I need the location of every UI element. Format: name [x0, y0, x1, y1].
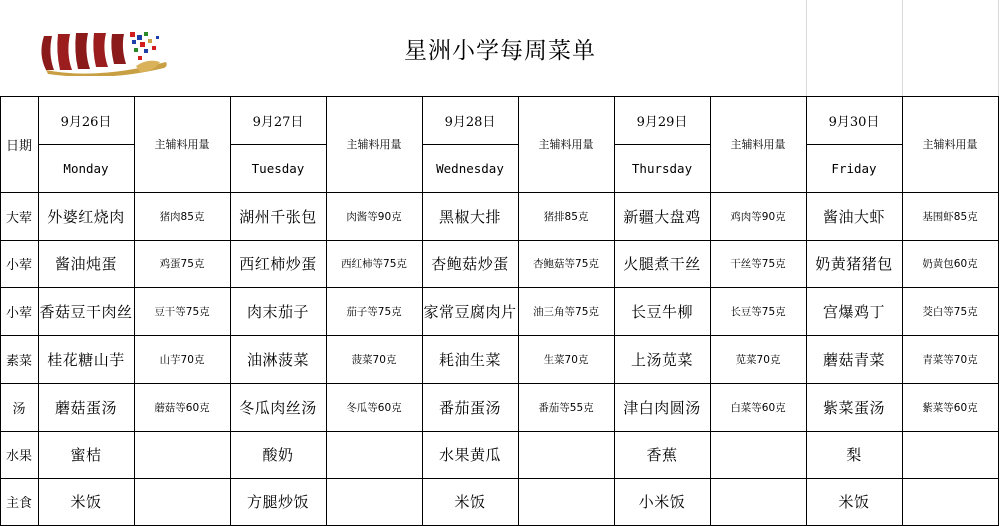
dish-name: 香蕉 [646, 446, 678, 464]
table-border-line [0, 478, 999, 479]
row-label: 素菜 [5, 353, 32, 369]
dish-quantity: 茄子等75克 [346, 305, 402, 318]
table-border-line [0, 383, 999, 384]
dish-quantity: 菠菜70克 [351, 353, 397, 366]
table-border-line [998, 96, 999, 526]
school-logo-icon [36, 26, 176, 76]
day-weekday: Thursday [631, 160, 693, 176]
dish-name: 蘑菇蛋汤 [54, 398, 117, 417]
table-border-line [0, 96, 1, 526]
dish-name: 米饭 [70, 493, 102, 511]
table-border-line [0, 287, 999, 288]
dish-name: 湖州千张包 [239, 207, 317, 226]
table-border-line [230, 144, 326, 145]
dish-quantity: 鸡蛋75克 [159, 258, 205, 270]
qty-header-label: 主辅料用量 [154, 138, 210, 151]
dish-name: 方腿炒饭 [246, 493, 309, 511]
dish-quantity: 长豆等75克 [730, 305, 786, 318]
day-weekday: Wednesday [436, 160, 504, 176]
dish-name: 新疆大盘鸡 [623, 207, 701, 226]
day-date: 9月27日 [252, 114, 304, 130]
dish-name: 米饭 [838, 493, 870, 511]
table-border-line [518, 96, 519, 526]
dish-name: 蜜桔 [70, 446, 102, 464]
dish-name: 番茄蛋汤 [438, 398, 501, 417]
dish-quantity: 基围虾85克 [922, 210, 978, 223]
table-border-line [230, 96, 231, 526]
table-border-line [0, 240, 999, 241]
dish-name: 桂花糖山芋 [47, 350, 125, 369]
table-border-line [38, 96, 39, 526]
dish-quantity [326, 431, 422, 478]
table-border-line [710, 96, 711, 526]
table-border-line [38, 144, 134, 145]
dish-name: 西红柿炒蛋 [239, 255, 317, 273]
table-border-line [902, 96, 903, 526]
table-border-line [422, 96, 423, 526]
day-weekday: Friday [831, 160, 877, 176]
dish-quantity: 白菜等60克 [730, 401, 786, 414]
dish-quantity: 生菜70克 [543, 353, 589, 366]
dish-quantity: 肉酱等90克 [346, 210, 402, 223]
dish-quantity: 干丝等75克 [730, 258, 786, 270]
table-border-line [806, 96, 807, 526]
dish-name: 黑椒大排 [438, 207, 501, 226]
dish-quantity: 紫菜等60克 [922, 401, 978, 414]
dish-quantity: 油三角等75克 [533, 305, 599, 318]
table-border-line [806, 144, 902, 145]
qty-header-label: 主辅料用量 [538, 138, 594, 151]
dish-quantity: 冬瓜等60克 [346, 401, 402, 414]
qty-header-label: 主辅料用量 [346, 138, 402, 151]
dish-quantity [902, 431, 998, 478]
dish-name: 冬瓜肉丝汤 [239, 398, 317, 417]
dish-name: 杏鲍菇炒蛋 [431, 255, 509, 273]
dish-name: 外婆红烧肉 [47, 207, 125, 226]
dish-quantity [134, 431, 230, 478]
dish-name: 紫菜蛋汤 [822, 398, 885, 417]
table-border-line [134, 96, 135, 526]
dish-name: 长豆牛柳 [630, 302, 693, 321]
qty-header-label: 主辅料用量 [730, 138, 786, 151]
dish-quantity: 青菜等70克 [922, 353, 978, 366]
dish-name: 水果黄瓜 [438, 446, 501, 464]
day-date: 9月26日 [60, 114, 112, 130]
grid-line [806, 0, 807, 96]
dish-quantity [710, 478, 806, 525]
dish-name: 香菇豆干肉丝 [39, 302, 133, 321]
day-date: 9月28日 [444, 114, 496, 130]
dish-name: 油淋菠菜 [246, 350, 309, 369]
dish-quantity: 蘑菇等60克 [154, 401, 210, 414]
qty-header-label: 主辅料用量 [922, 138, 978, 151]
row-label: 小荤 [5, 305, 32, 321]
dish-name: 小米饭 [638, 493, 686, 511]
dish-name: 火腿煮干丝 [623, 255, 701, 273]
dish-name: 耗油生菜 [438, 350, 501, 369]
dish-quantity: 番茄等55克 [538, 401, 594, 414]
table-border-line [0, 96, 999, 97]
table-border-line [0, 431, 999, 432]
day-weekday: Monday [63, 160, 109, 176]
day-date: 9月30日 [828, 114, 880, 130]
dish-name: 奶黄猪猪包 [815, 255, 893, 273]
dish-quantity: 山芋70克 [159, 353, 205, 366]
dish-quantity [518, 478, 614, 525]
dish-name: 酸奶 [262, 446, 294, 464]
dish-quantity [710, 431, 806, 478]
day-date: 9月29日 [636, 114, 688, 130]
table-border-line [0, 192, 999, 193]
dish-quantity: 奶黄包60克 [922, 258, 978, 270]
dish-quantity: 茭白等75克 [922, 305, 978, 318]
dish-quantity: 猪肉85克 [159, 210, 205, 223]
table-border-line [0, 335, 999, 336]
grid-line [998, 0, 999, 96]
table-border-line [614, 96, 615, 526]
dish-name: 酱油大虾 [822, 207, 885, 226]
dish-quantity: 豆干等75克 [154, 305, 210, 318]
page-title: 星洲小学每周菜单 [404, 37, 596, 64]
dish-quantity: 猪排85克 [543, 210, 589, 223]
dish-quantity: 苋菜70克 [735, 353, 781, 366]
dish-quantity [326, 478, 422, 525]
dish-name: 家常豆腐肉片 [423, 302, 517, 321]
table-border-line [326, 96, 327, 526]
row-label: 大荤 [5, 210, 32, 226]
dish-quantity [134, 478, 230, 525]
date-header-label: 日期 [5, 138, 32, 154]
row-label: 汤 [12, 401, 26, 417]
dish-quantity: 杏鲍菇等75克 [533, 258, 599, 270]
dish-quantity [518, 431, 614, 478]
dish-name: 上汤苋菜 [630, 350, 693, 369]
dish-name: 津白肉圆汤 [623, 398, 701, 417]
dish-name: 梨 [846, 446, 862, 464]
dish-name: 酱油炖蛋 [54, 255, 117, 273]
table-border-line [422, 144, 518, 145]
dish-name: 蘑菇青菜 [822, 350, 885, 369]
row-label: 小荤 [5, 258, 32, 273]
table-border-line [614, 144, 710, 145]
dish-name: 米饭 [454, 493, 486, 511]
grid-line [902, 0, 903, 96]
dish-quantity: 鸡肉等90克 [730, 210, 786, 223]
row-label: 主食 [5, 496, 32, 511]
dish-quantity: 西红柿等75克 [341, 258, 407, 270]
dish-name: 宫爆鸡丁 [822, 302, 885, 321]
dish-quantity [902, 478, 998, 525]
day-weekday: Tuesday [251, 160, 305, 176]
dish-name: 肉末茄子 [246, 302, 309, 321]
row-label: 水果 [5, 449, 32, 464]
